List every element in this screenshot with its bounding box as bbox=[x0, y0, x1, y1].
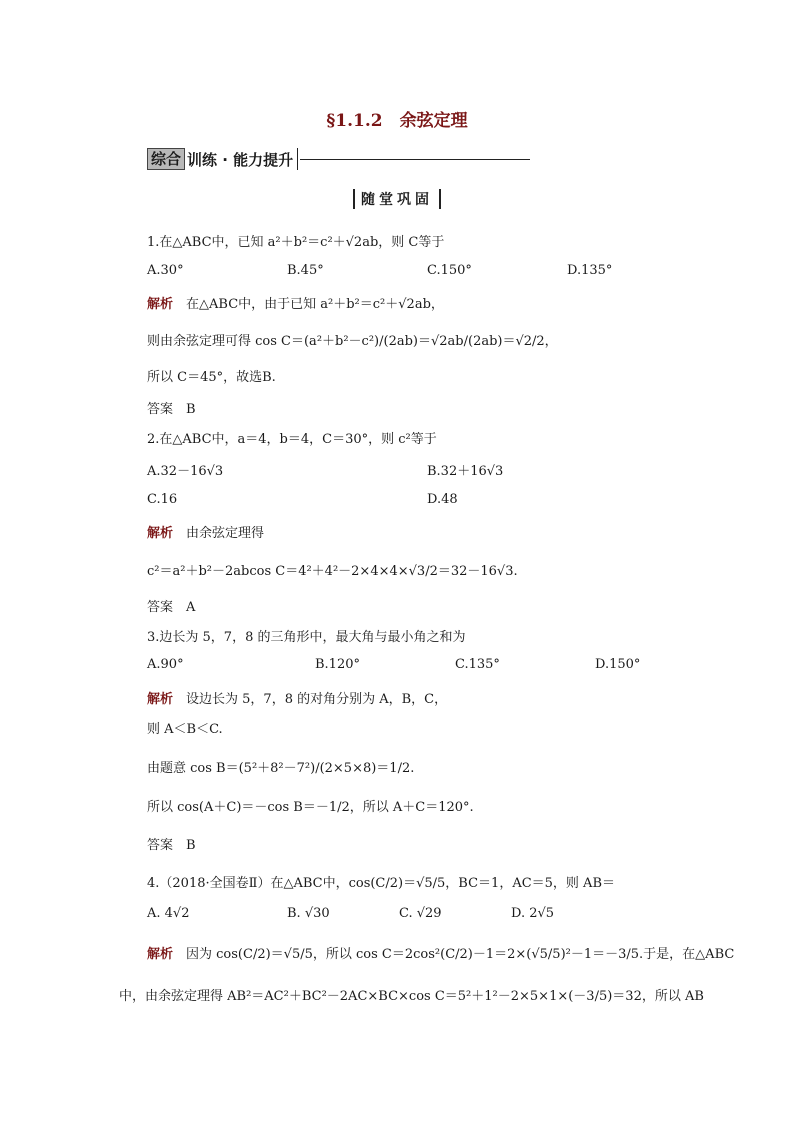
line-text: 答案 B bbox=[147, 838, 196, 853]
line-q4b bbox=[287, 906, 330, 921]
line-q3s2 bbox=[147, 718, 223, 737]
line-q2s1 bbox=[147, 522, 264, 541]
line-q2s2 bbox=[147, 560, 518, 579]
line-text: 则由余弦定理可得 cos C＝(a²＋b²－c²)/(2ab)＝√2ab/(2ab)＝√2/2， bbox=[147, 334, 558, 349]
line-text: A.30° bbox=[147, 263, 184, 278]
subheader-label: 随堂巩固 bbox=[353, 189, 441, 209]
line-text: 答案 A bbox=[147, 600, 196, 615]
line-text: 在△ABC中，由于已知 a²＋b²＝c²＋√2ab， bbox=[173, 297, 444, 312]
line-text: 3.边长为 5，7，8 的三角形中，最大角与最小角之和为 bbox=[147, 630, 466, 645]
line-text: D.135° bbox=[567, 263, 613, 278]
line-text: 答案 B bbox=[147, 402, 196, 417]
section-banner bbox=[147, 148, 530, 170]
line-q1s2 bbox=[147, 330, 558, 349]
line-q1 bbox=[147, 231, 444, 250]
line-text: 2.在△ABC中，a＝4，b＝4，C＝30°，则 c²等于 bbox=[147, 432, 437, 447]
line-q3ans bbox=[147, 834, 196, 853]
line-text: 因为 cos(C/2)＝√5/5，所以 cos C＝2cos²(C/2)－1＝2×(√5/5)²－1＝－3/5.于是，在△ABC bbox=[173, 947, 735, 962]
line-q2a bbox=[147, 460, 223, 479]
line-q4 bbox=[147, 872, 615, 891]
line-q2 bbox=[147, 428, 437, 447]
line-text: D. 2√5 bbox=[511, 906, 555, 921]
line-q3d bbox=[595, 657, 640, 672]
line-text: D.150° bbox=[595, 657, 641, 672]
line-text: 由余弦定理得 bbox=[173, 526, 265, 541]
line-text: 由题意 cos B＝(5²＋8²－7²)/(2×5×8)＝1/2. bbox=[147, 761, 415, 776]
line-text: A. 4√2 bbox=[147, 906, 190, 921]
line-text: B.32＋16√3 bbox=[427, 464, 504, 479]
page-title: §1.1.2 余弦定理 bbox=[326, 111, 468, 131]
line-text: D.48 bbox=[427, 492, 458, 507]
solution-label: 解析 bbox=[147, 526, 174, 541]
line-q1a bbox=[147, 263, 184, 278]
line-text: c²＝a²＋b²－2abcos C＝4²＋4²－2×4×4×√3/2＝32－16√3. bbox=[147, 564, 518, 579]
line-q4a bbox=[147, 906, 189, 921]
line-text: A.90° bbox=[147, 657, 184, 672]
line-q4c bbox=[399, 906, 442, 921]
line-q3a bbox=[147, 657, 184, 672]
line-q1d bbox=[567, 263, 612, 278]
line-q1s3 bbox=[147, 366, 276, 385]
line-text: A.32－16√3 bbox=[147, 464, 224, 479]
banner-rule bbox=[300, 159, 530, 160]
line-q1b bbox=[287, 263, 324, 278]
line-text: C.150° bbox=[427, 263, 472, 278]
line-text: B.120° bbox=[315, 657, 360, 672]
banner-label-1: 综合 bbox=[147, 148, 185, 170]
line-q3s3 bbox=[147, 757, 414, 776]
line-text: B.45° bbox=[287, 263, 324, 278]
solution-label: 解析 bbox=[147, 947, 174, 962]
line-text: C.16 bbox=[147, 492, 178, 507]
line-q3s4 bbox=[147, 796, 474, 815]
line-text: 则 A＜B＜C. bbox=[147, 722, 223, 737]
line-text: 所以 C＝45°，故选B. bbox=[147, 370, 276, 385]
line-q3 bbox=[147, 626, 465, 645]
solution-label: 解析 bbox=[147, 297, 174, 312]
line-q2b bbox=[427, 460, 503, 479]
line-text: C. √29 bbox=[399, 906, 442, 921]
line-q3c bbox=[455, 657, 500, 672]
line-text: 中，由余弦定理得 AB²＝AC²＋BC²－2AC×BC×cos C＝5²＋1²－2×5×1×(－3/5)＝32，所以 AB bbox=[119, 989, 704, 1004]
line-q4d bbox=[511, 906, 554, 921]
subheader bbox=[0, 189, 794, 209]
line-q1ans bbox=[147, 398, 196, 417]
line-q1s1 bbox=[147, 293, 444, 312]
line-q4s1 bbox=[147, 943, 734, 962]
line-q3b bbox=[315, 657, 360, 672]
line-text: 设边长为 5，7，8 的对角分别为 A，B，C， bbox=[173, 692, 448, 707]
line-q2c bbox=[147, 492, 177, 507]
line-q2d bbox=[427, 492, 458, 507]
banner-divider bbox=[297, 148, 298, 170]
banner-label-2: 训练 · 能力提升 bbox=[187, 150, 294, 169]
line-text: 所以 cos(A＋C)＝－cos B＝－1/2，所以 A＋C＝120°. bbox=[147, 800, 474, 815]
line-q2ans bbox=[147, 596, 195, 615]
line-text: B. √30 bbox=[287, 906, 330, 921]
line-text: 1.在△ABC中，已知 a²＋b²＝c²＋√2ab，则 C等于 bbox=[147, 235, 445, 250]
line-text: C.135° bbox=[455, 657, 500, 672]
line-text: 4.（2018·全国卷Ⅱ）在△ABC中，cos(C/2)＝√5/5，BC＝1，AC＝5，则 AB＝ bbox=[147, 876, 616, 891]
solution-label: 解析 bbox=[147, 692, 174, 707]
line-q4s2 bbox=[119, 985, 704, 1004]
line-q3s1 bbox=[147, 688, 447, 707]
line-q1c bbox=[427, 263, 472, 278]
